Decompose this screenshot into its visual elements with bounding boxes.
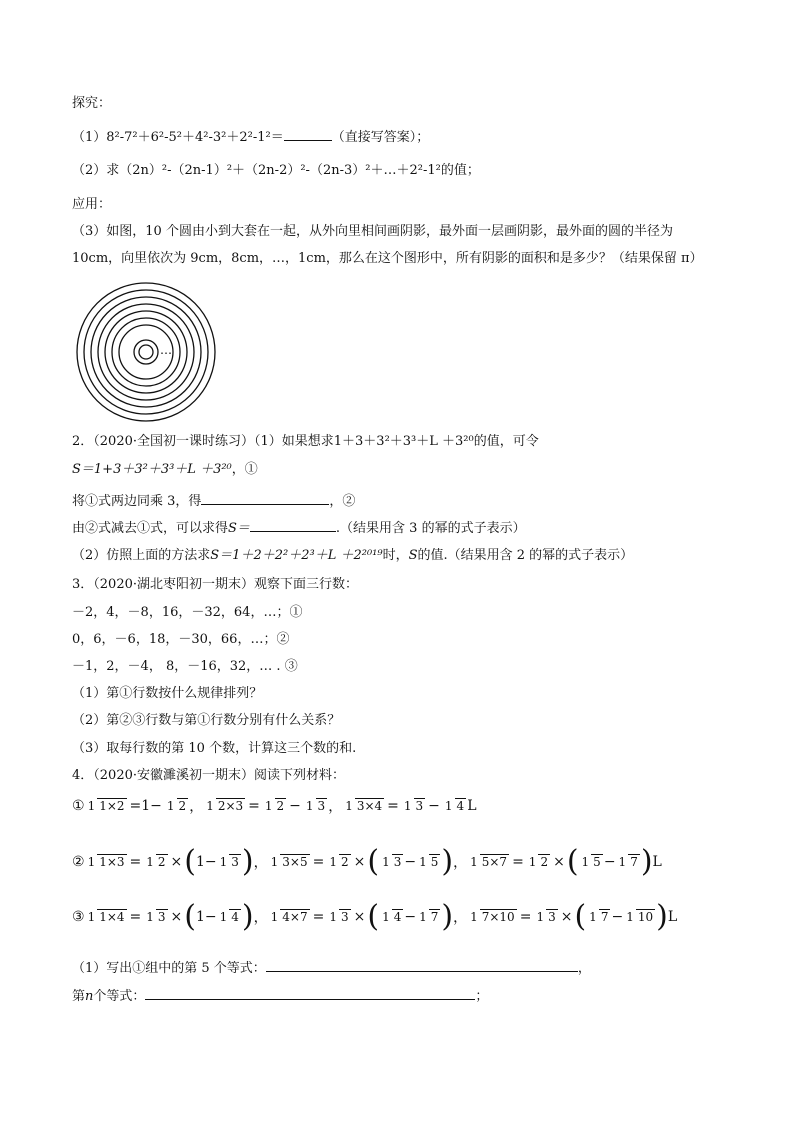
fraction: 1 7×10 (470, 910, 515, 924)
explore-q1 (72, 127, 429, 147)
p2-line4-s: S＝ (228, 521, 250, 536)
p4-group2: ② 1 1×3 = 1 2 × ( 1− 1 3 ) ， 1 3×5 = 1 2 × ( 1 3 − 1 5 ) ， 1 5×7 = 1 2 × ( 1 5 − 1 7 ) L (72, 844, 662, 879)
fraction: 1 2 (264, 799, 285, 813)
fraction: 1 4×7 (270, 910, 308, 924)
p2-line5-text: （2）仿照上面的方法求 (72, 548, 211, 563)
explore-heading: 探究： (72, 96, 112, 111)
p4-q2-text: 第 (72, 989, 86, 1004)
group1-marker: ① (72, 798, 85, 814)
p4-q1-tail: ， (577, 961, 591, 976)
fraction: 1 7 (618, 855, 638, 869)
p2-line4-tail: .（结果用含 3 的幂的式子表示） (335, 521, 526, 536)
p3-q2: （2）第②③行数与第①行数分别有什么关系？ (72, 713, 341, 728)
p4-q2-n: n (85, 989, 94, 1004)
fraction: 1 4 (444, 799, 465, 813)
apply-q3-line2: 10cm，向里依次为 9cm，8cm，…，1cm，那么在这个图形中，所有阴影的面积和是多少？（结果保留 π） (72, 251, 703, 266)
p4-q2 (72, 986, 488, 1006)
fraction: 1 3 (305, 799, 326, 813)
fraction: 1 5 (581, 855, 601, 869)
p2-line1-tail: 的值，可令 (473, 434, 539, 449)
answer-blank[interactable] (145, 986, 475, 1000)
circle-r1 (139, 345, 153, 359)
p4-q1-text: （1）写出①组中的第 5 个等式： (72, 961, 266, 976)
circle-r2 (134, 340, 158, 364)
fraction: 1 3 (219, 855, 239, 869)
p4-group3: ③ 1 1×4 = 1 3 × ( 1− 1 4 ) ， 1 4×7 = 1 3 × ( 1 4 − 1 7 ) ， 1 7×10 = 1 3 × ( 1 7 − 1 10 ) L (72, 899, 678, 934)
explore-q1-expr: 8²-7²＋6²-5²＋4²-3²＋2²-1²＝ (106, 130, 284, 145)
separator: ， (253, 910, 268, 926)
figure-ellipsis: … (160, 343, 172, 357)
group2-marker: ② (72, 854, 85, 870)
circle-r8 (91, 297, 201, 407)
p3-q1: （1）第①行数按什么规律排列？ (72, 686, 263, 701)
fraction: 1 3×4 (345, 799, 383, 813)
p3-title: 3．（2020·湖北枣阳初一期末）观察下面三行数： (72, 577, 358, 592)
fraction: 1 1×3 (87, 855, 125, 869)
fraction: 1 2 (528, 855, 549, 869)
fraction: 1 3×5 (270, 855, 308, 869)
separator: ， (189, 799, 204, 815)
fraction: 1 2 (166, 799, 187, 813)
apply-heading: 应用： (72, 197, 112, 212)
p3-row2: 0，6，－6，18，－30，66，…；② (72, 632, 290, 647)
p2-line1-text: 2．（2020·全国初一课时练习）（1）如果想求 (72, 434, 334, 449)
p4-title: 4．（2020·安徽濉溪初一期末）阅读下列材料： (72, 768, 345, 783)
group3-marker: ③ (72, 909, 85, 925)
explore-q1-prefix: （1） (72, 130, 107, 145)
fraction: 1 3 (146, 910, 166, 924)
answer-blank[interactable] (266, 958, 578, 972)
continuation-mark: L (652, 854, 662, 870)
separator: ， (328, 799, 343, 815)
fraction: 1 7 (589, 910, 609, 924)
fraction: 1 2 (329, 855, 349, 869)
fraction: 1 5×7 (470, 855, 508, 869)
fraction: 1 3 (536, 910, 556, 924)
p2-line5-s: S (408, 548, 418, 563)
p4-group1: ① 1 1×2 =1− 1 2 ， 1 2×3 = 1 2 − 1 3 ， 1 3×4 = 1 3 − 1 4 L (72, 798, 477, 815)
p2-line5 (72, 547, 633, 565)
separator: ， (253, 855, 268, 871)
concentric-circles-figure (74, 282, 220, 422)
explore-q1-tail: （直接写答案）； (331, 130, 430, 145)
fraction: 1 2×3 (206, 799, 244, 813)
answer-blank[interactable] (284, 127, 332, 141)
fraction: 1 2 (146, 855, 166, 869)
p2-line2-expr: S＝1+3＋3²＋3³＋L ＋3²⁰ (72, 462, 232, 477)
p4-q2-tail: ； (475, 989, 489, 1004)
fraction: 1 4 (219, 910, 239, 924)
circle-r6 (105, 311, 187, 393)
p4-q1 (72, 958, 591, 978)
p2-line3 (72, 491, 355, 511)
answer-blank[interactable] (250, 518, 336, 532)
p2-line5-tail: 的值.（结果用含 2 的幂的式子表示） (417, 548, 634, 563)
fraction: 1 7 (419, 910, 439, 924)
fraction: 1 1×2 (87, 799, 125, 813)
fraction: 1 4 (382, 910, 402, 924)
p2-line2 (72, 461, 258, 479)
continuation-mark: L (667, 909, 678, 925)
p2-line3-text: 将①式两边同乘 3，得 (72, 494, 202, 509)
fraction: 1 10 (626, 910, 654, 924)
p2-line4 (72, 518, 526, 538)
p2-line2-tail: ，① (231, 462, 258, 477)
continuation-mark: L (467, 798, 477, 814)
p3-row3: －1，2，－4， 8，－16，32，… . ③ (72, 659, 298, 674)
p4-q2-mid: 个等式： (93, 989, 146, 1004)
p2-line3-tail: ，② (329, 494, 356, 509)
fraction: 1 1×4 (87, 910, 125, 924)
p3-q3: （3）取每行数的第 10 个数，计算这三个数的和. (72, 741, 357, 756)
explore-q2: （2）求（2n）²-（2n-1）²＋（2n-2）²-（2n-3）²＋…＋2²-1²的值； (72, 163, 480, 178)
apply-q3-line1: （3）如图，10 个圆由小到大套在一起，从外向里相间画阴影，最外面一层画阴影，最外面的圆的半径为 (72, 224, 673, 239)
fraction: 1 3 (403, 799, 424, 813)
fraction: 1 5 (419, 855, 439, 869)
p2-line1 (72, 433, 539, 451)
circle-r9 (84, 290, 208, 414)
fraction: 1 3 (382, 855, 402, 869)
fraction: 1 3 (329, 910, 349, 924)
p3-row1: －2，4，－8，16，－32，64，…；① (72, 605, 303, 620)
p2-line5-expr: S＝1＋2＋2²＋2³＋L ＋2²⁰¹⁹ (210, 548, 383, 563)
answer-blank[interactable] (201, 491, 329, 505)
p2-line1-expr: 1＋3＋3²＋3³＋L ＋3²⁰ (333, 434, 474, 449)
separator: ， (453, 855, 468, 871)
p2-line5-mid: 时， (382, 548, 409, 563)
separator: ， (453, 910, 468, 926)
p2-line4-text: 由②式减去①式，可以求得 (72, 521, 229, 536)
